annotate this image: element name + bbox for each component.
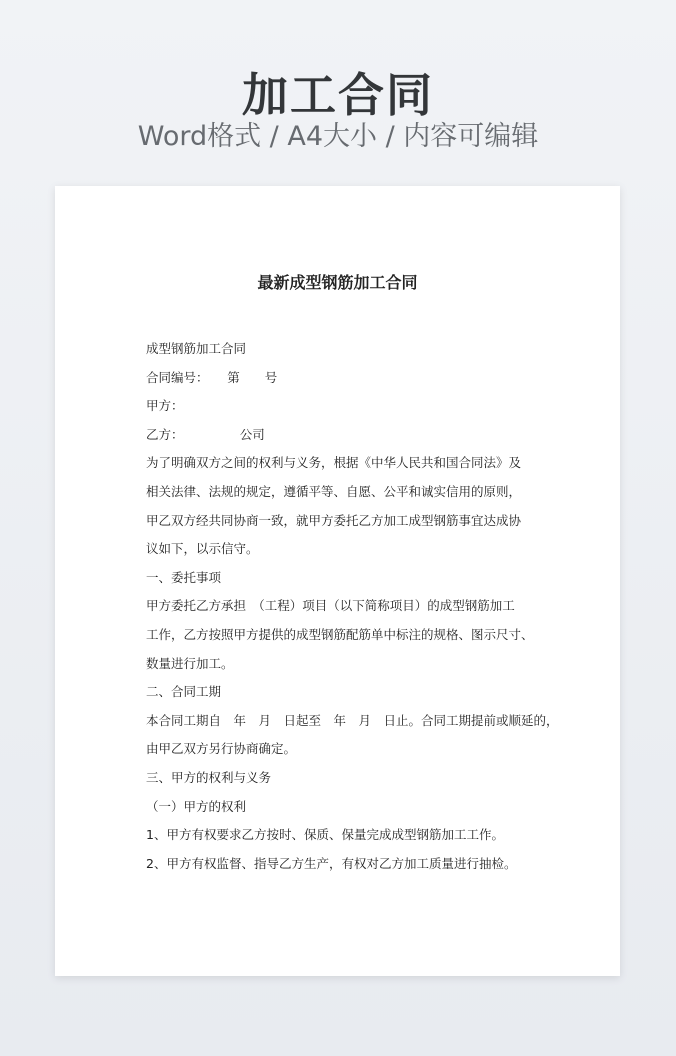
page-subtitle: Word格式 / A4大小 / 内容可编辑	[137, 121, 539, 152]
document-line: 相关法律、法规的规定，遵循平等、自愿、公平和诚实信用的原则，	[146, 483, 522, 499]
document-line: 1、甲方有权要求乙方按时、保质、保量完成成型钢筋加工工作。	[146, 827, 504, 843]
document-line: 乙方： 公司	[146, 426, 265, 442]
document-line: 成型钢筋加工合同	[146, 341, 247, 356]
page-title: 加工合同	[242, 68, 434, 122]
document-line: 为了明确双方之间的权利与义务，根据《中华人民共和国合同法》及	[146, 455, 522, 471]
document-line: 工作，乙方按照甲方提供的成型钢筋配筋单中标注的规格、图示尺寸、	[146, 626, 534, 642]
document-line: 2、甲方有权监督、指导乙方生产，有权对乙方加工质量进行抽检。	[146, 855, 517, 871]
document-title: 最新成型钢筋加工合同	[257, 273, 418, 292]
section-heading: 一、委托事项	[146, 569, 222, 585]
document-line: 本合同工期自 年 月 日起至 年 月 日止。合同工期提前或顺延的，	[146, 712, 559, 728]
document-body	[146, 335, 559, 878]
document-page	[55, 186, 620, 976]
section-heading: 三、甲方的权利与义务	[146, 769, 272, 785]
document-line: 甲方委托乙方承担 （工程）项目（以下简称项目）的成型钢筋加工	[146, 598, 515, 614]
document-line: 合同编号： 第 号	[146, 369, 278, 385]
document-line: 数量进行加工。	[146, 655, 234, 671]
document-line: 由甲乙双方另行协商确定。	[146, 741, 297, 757]
subsection-heading: （一）甲方的权利	[146, 798, 247, 814]
section-heading: 二、合同工期	[146, 684, 222, 700]
document-line: 甲乙双方经共同协商一致，就甲方委托乙方加工成型钢筋事宜达成协	[146, 512, 522, 528]
document-line: 甲方：	[146, 398, 184, 414]
document-line: 议如下，以示信守。	[146, 541, 259, 557]
